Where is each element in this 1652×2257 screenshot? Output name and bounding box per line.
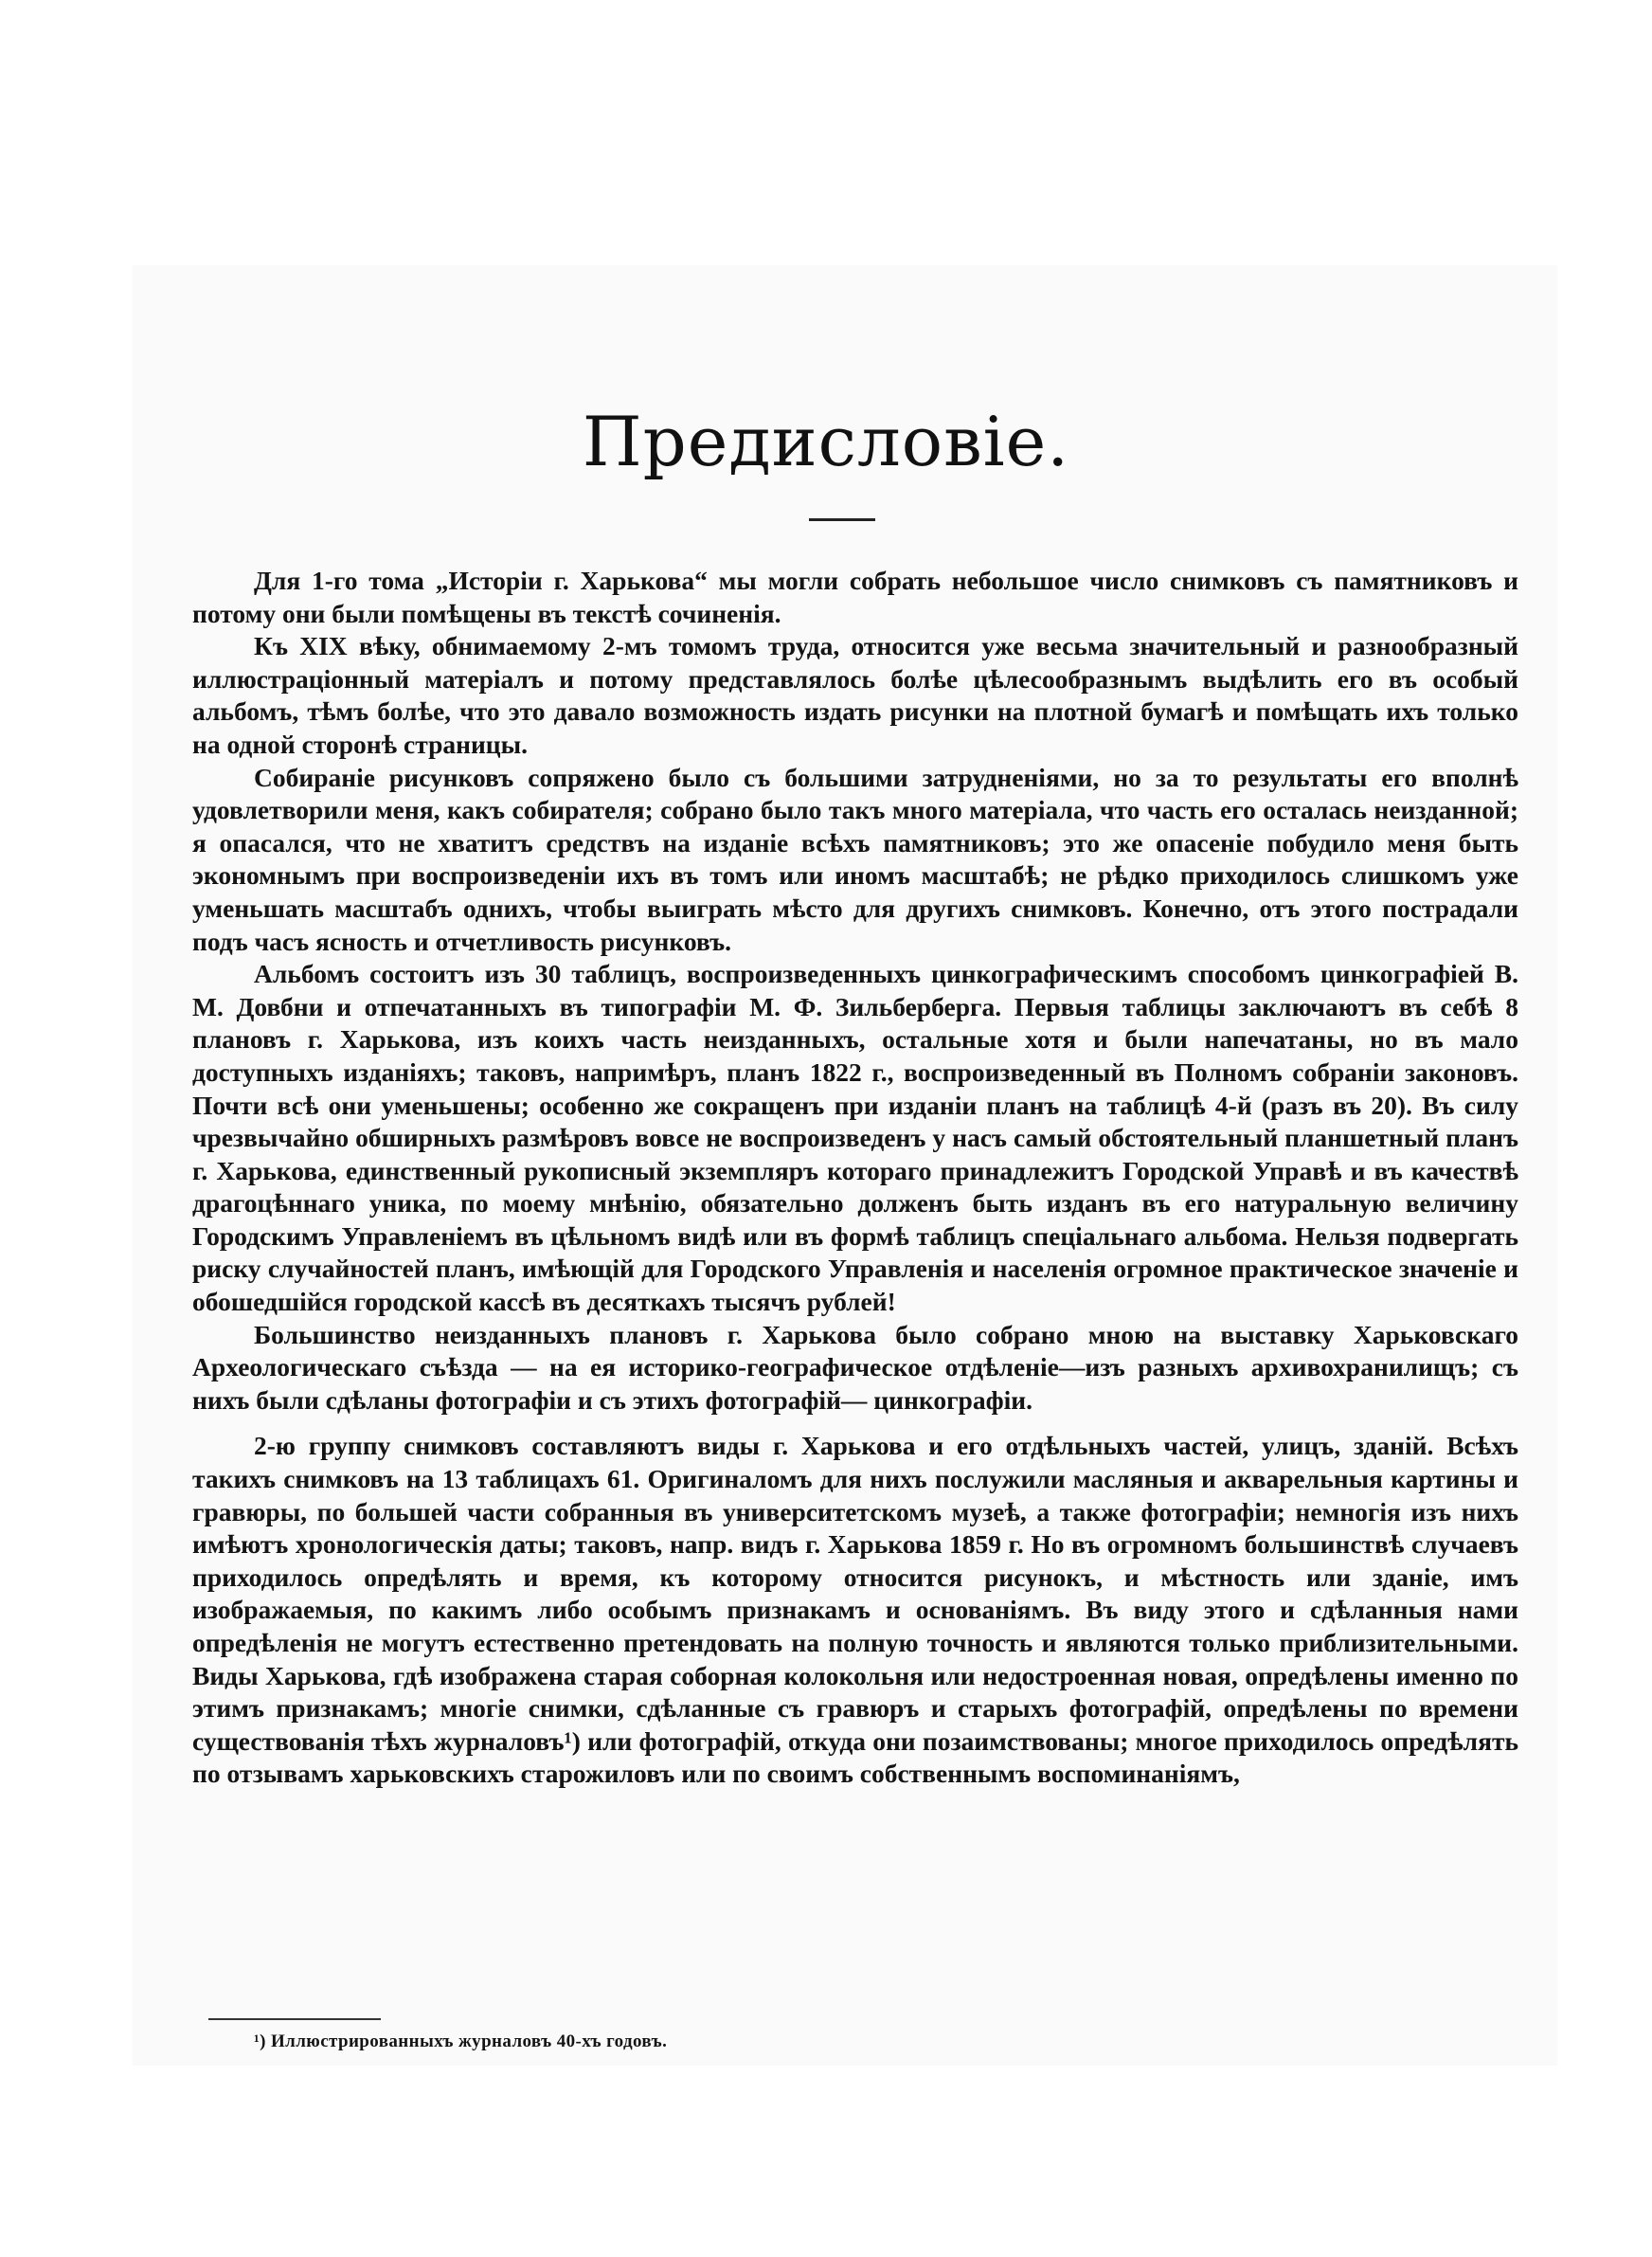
body-text — [192, 565, 1518, 1791]
paragraph-1: Для 1-го тома „Исторіи г. Харькова“ мы могли собрать небольшое число снимковъ съ памятниковъ и потому они были помѣщены въ текстѣ сочиненія. — [192, 566, 1518, 628]
footnote: ¹) Иллюстрированныхъ журналовъ 40-хъ годовъ. — [254, 2031, 668, 2051]
paragraph-4: Альбомъ состоитъ изъ 30 таблицъ, воспроизведенныхъ цинкографическимъ способомъ цинкографіей В. М. Довбни и отпечатанныхъ въ типографіи М. Ф. Зильберберга. Первыя таблицы заключаютъ въ себѣ 8 плановъ г. Харькова, изъ коихъ часть неизданныхъ, остальные хотя и были напечатаны, но въ мало доступныхъ изданіяхъ; таковъ, напримѣръ, планъ 1822 г., воспроизведенный въ Полномъ собраніи законовъ. Почти всѣ они уменьшены; особенно же сокращенъ при изданіи планъ на таблицѣ 4-й (разъ въ 20). Въ силу чрезвычайно обширныхъ размѣровъ вовсе не воспроизведенъ у насъ самый обстоятельный планшетный планъ г. Харькова, единственный рукописный экземпляръ котораго принадлежитъ Городской Управѣ и въ качествѣ драгоцѣннаго уника, по моему мнѣнію, обязательно долженъ быть изданъ въ его натуральную величину Городскимъ Управленіемъ въ цѣльномъ видѣ или въ формѣ таблицъ спеціальнаго альбома. Нельзя подвергать риску случайностей планъ, имѣющій для Городского Управленія и населенія огромное практическое значеніе и обошедшійся городской кассѣ въ десяткахъ тысячъ рублей! — [192, 959, 1518, 1317]
paragraph-2: Къ XIX вѣку, обнимаемому 2-мъ томомъ труда, относится уже весьма значительный и разнообразный иллюстраціонный матеріалъ и потому представлялось болѣе цѣлесообразнымъ выдѣлить его въ особый альбомъ, тѣмъ болѣе, что это давало возможность издать рисунки на плотной бумагѣ и помѣщать ихъ только на одной сторонѣ страницы. — [192, 631, 1518, 759]
paragraph-3: Собираніе рисунковъ сопряжено было съ большими затрудненіями, но за то результаты его вполнѣ удовлетворили меня, какъ собирателя; собрано было такъ много матеріала, что часть его осталась неизданной; я опасался, что не хватитъ средствъ на изданіе всѣхъ памятниковъ; это же опасеніе побудило меня быть экономнымъ при воспроизведеніи ихъ въ томъ или иномъ масштабѣ; не рѣдко приходилось слишкомъ уже уменьшать масштабъ однихъ, чтобы выиграть мѣсто для другихъ снимковъ. Конечно, отъ этого пострадали подъ часъ ясность и отчетливость рисунковъ. — [192, 762, 1518, 956]
footnote-divider — [208, 2018, 381, 2020]
title-divider — [809, 518, 875, 521]
paragraph-6: 2-ю группу снимковъ составляютъ виды г. Харькова и его отдѣльныхъ частей, улицъ, зданій. Всѣхъ такихъ снимковъ на 13 таблицахъ 61. Оригиналомъ для нихъ послужили масляныя и акварельныя картины и гравюры, по большей части собранныя въ университетскомъ музеѣ, а также фотографіи; немногія изъ нихъ имѣютъ хронологическія даты; таковъ, напр. видъ г. Харькова 1859 г. Но въ огромномъ большинствѣ случаевъ приходилось опредѣлять и время, къ которому относится рисунокъ, и мѣстность или зданіе, имъ изображаемыя, по какимъ либо особымъ признакамъ и основаніямъ. Въ виду этого и сдѣланныя нами опредѣленія не могутъ естественно претендовать на полную точность и являются только приблизительными. Виды Харькова, гдѣ изображена старая соборная колокольня или недостроенная новая, опредѣлены именно по этимъ признакамъ; многіе снимки, сдѣланные съ гравюръ и старыхъ фотографій, опредѣлены по времени существованія тѣхъ журналовъ¹) или фотографій, откуда они позаимствованы; многое приходилось опредѣлять по отзывамъ харьковскихъ старожиловъ или по своимъ собственнымъ воспоминаніямъ, — [192, 1431, 1518, 1789]
page-title: Предисловіе. — [582, 402, 1070, 481]
paragraph-5: Большинство неизданныхъ плановъ г. Харькова было собрано мною на выставку Харьковскаго Археологическаго съѣзда — на ея историко-географическое отдѣленіе—изъ разныхъ архивохранилищъ; съ нихъ были сдѣланы фотографіи и съ этихъ фотографій— цинкографіи. — [192, 1319, 1518, 1415]
